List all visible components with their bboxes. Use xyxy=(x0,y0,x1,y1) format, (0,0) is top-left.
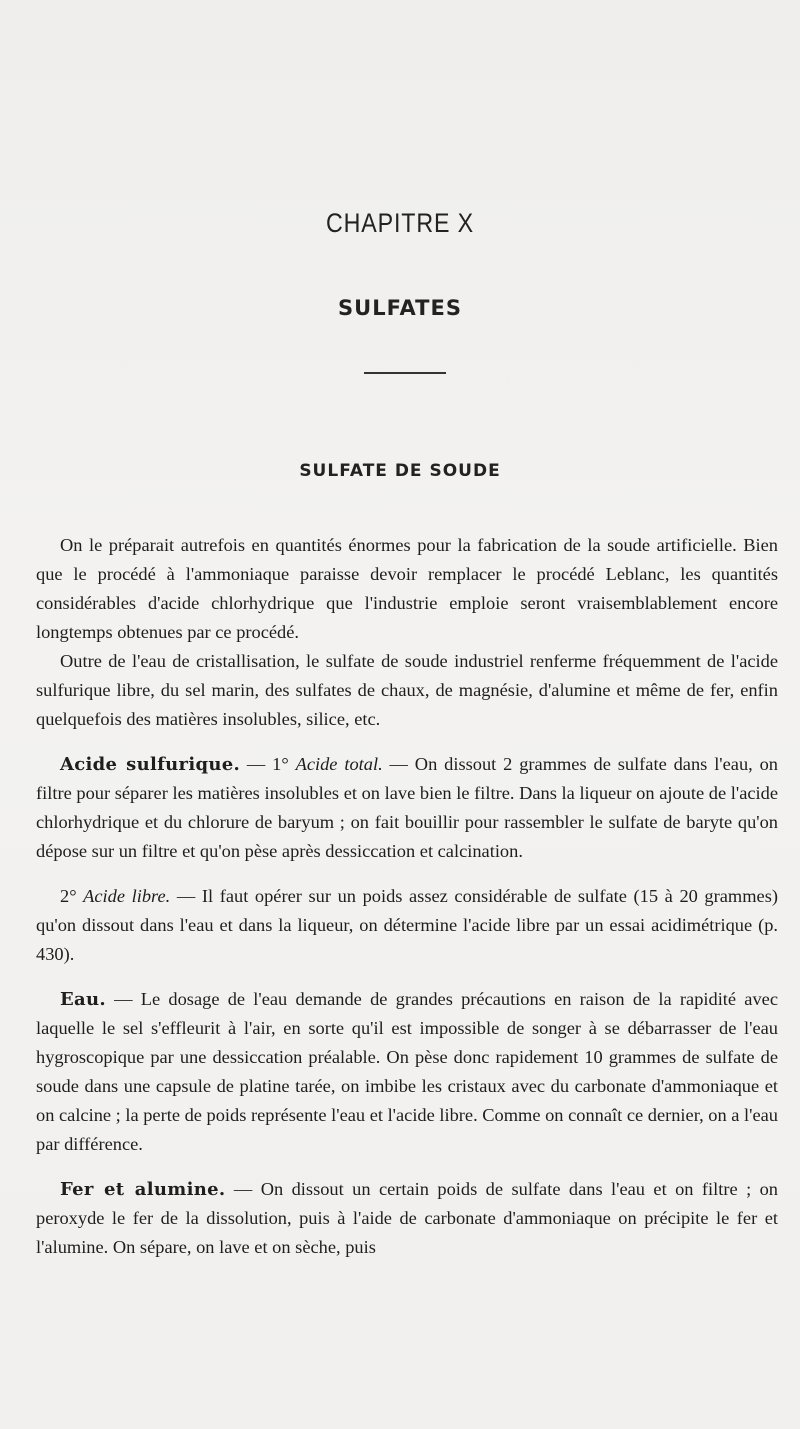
heading-rule xyxy=(364,372,446,374)
paragraph-italic: Acide total. xyxy=(295,754,383,774)
paragraph-text: — On dissout 2 grammes de sulfate dans l'eau, on filtre pour séparer les matières insolubles et on lave bien le filtre. Dans la liqueur on ajoute de l'acide chlorhydrique et du chlorure de baryum ; on fait bouillir pour rassembler le sulfate de baryte qu'on dépose sur un filtre et qu'on pèse après dessiccation et calcination. xyxy=(36,754,779,861)
section-heading: SULFATES xyxy=(338,296,462,320)
subsection-heading: SULFATE DE SOUDE xyxy=(299,461,501,481)
paragraph-lead: Fer et alumine. xyxy=(60,1179,226,1200)
paragraph-fer-alumine xyxy=(36,1175,778,1262)
paragraph-text: — Il faut opérer sur un poids assez considérable de sulfate (15 à 20 grammes) qu'on dissout dans l'eau et dans la liqueur, on détermine l'acide libre par un essai acidimétrique (p. 430). xyxy=(36,886,778,964)
chapter-heading: CHAPITRE X xyxy=(326,208,474,238)
paragraph-intro: On le préparait autrefois en quantités énormes pour la fabrication de la soude artificielle. Bien que le procédé à l'ammoniaque paraisse devoir remplacer le procédé Leblanc, les quantités considérables d'acide chlorhydrique que l'industrie emploie seront vraisemblablement encore longtemps obtenues par ce procédé. xyxy=(36,535,778,642)
paragraph-eau xyxy=(36,985,778,1159)
body-text xyxy=(36,531,778,1262)
paragraph-lead: Acide sulfurique. xyxy=(60,754,241,775)
paragraph-acide-libre xyxy=(36,882,778,969)
paragraph-acide-sulfurique xyxy=(36,750,778,866)
paragraph-number: 2° xyxy=(60,886,84,906)
paragraph-dash: — 1° xyxy=(240,754,296,774)
paragraph-text: — Le dosage de l'eau demande de grandes précautions en raison de la rapidité avec laquelle le sel s'effleurit à l'air, en sorte qu'il est impossible de songer à se débarrasser de l'eau hygroscopique par une dessiccation préalable. On pèse donc rapidement 10 grammes de sulfate de soude dans une capsule de platine tarée, on imbibe les cristaux avec du carbonate d'ammoniaque et on calcine ; la perte de poids représente l'eau et l'acide libre. Comme on connaît ce dernier, on a l'eau par différence. xyxy=(36,989,778,1154)
paragraph-composition: Outre de l'eau de cristallisation, le sulfate de soude industriel renferme fréquemment de l'acide sulfurique libre, du sel marin, des sulfates de chaux, de magnésie, d'alumine et même de fer, enfin quelquefois des matières insolubles, silice, etc. xyxy=(36,651,778,729)
paragraph-italic: Acide libre. xyxy=(83,886,171,906)
paragraph-text: — On dissout un certain poids de sulfate dans l'eau et on filtre ; on peroxyde le fer de la dissolution, puis à l'aide de carbonate d'ammoniaque on précipite le fer et l'alumine. On sépare, on lave et on sèche, puis xyxy=(36,1179,779,1257)
paragraph-lead: Eau. xyxy=(60,989,106,1010)
